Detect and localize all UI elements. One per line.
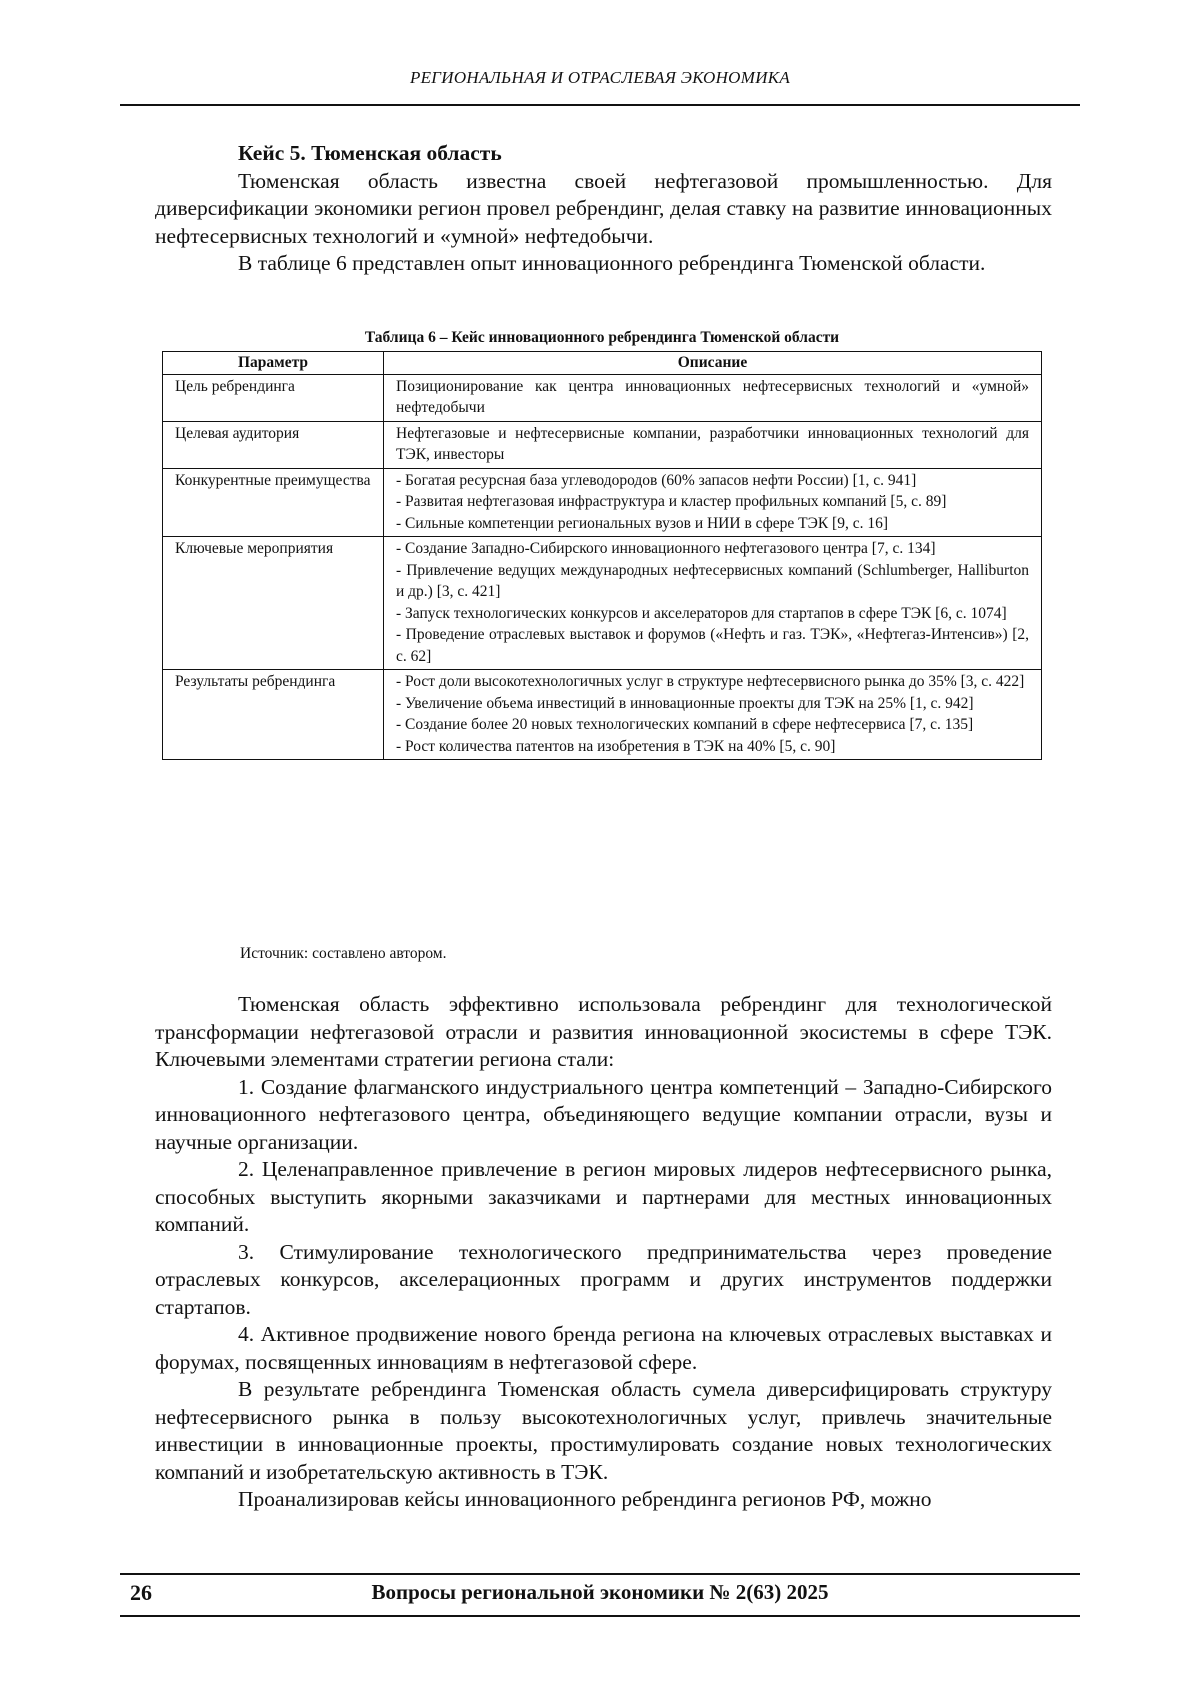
list-item: 4. Активное продвижение нового бренда региона на ключевых отраслевых выставках и форумах, посвященных инновациям в нефтегазовой сфере. xyxy=(155,1322,1052,1374)
table-row xyxy=(163,670,1042,760)
param-cell: Целевая аудитория xyxy=(163,421,384,468)
description-line: Нефтегазовые и нефтесервисные компании, разработчики инновационных технологий для ТЭК, инвесторы xyxy=(396,424,1029,463)
description-cell xyxy=(384,670,1042,760)
param-cell: Ключевые мероприятия xyxy=(163,537,384,670)
list-item: 2. Целенаправленное привлечение в регион мировых лидеров нефтесервисного рынка, способных выступить якорными заказчиками и партнерами для местных инновационных компаний. xyxy=(155,1157,1052,1236)
description-line: - Запуск технологических конкурсов и акселераторов для стартапов в сфере ТЭК [6, с. 1074] xyxy=(396,604,1007,622)
intro-paragraph: Тюменская область известна своей нефтегазовой промышленностью. Для диверсификации экономики регион провел ребрендинг, делая ставку на развитие инновационных нефтесервисных технологий и «умной» нефтедобычи. xyxy=(155,168,1052,248)
description-line: - Богатая ресурсная база углеводородов (60% запасов нефти России) [1, с. 941] xyxy=(396,471,917,489)
description-line: Позиционирование как центра инновационных нефтесервисных технологий и «умной» нефтедобычи xyxy=(396,377,1029,416)
description-line: - Проведение отраслевых выставок и форумов («Нефть и газ. ТЭК», «Нефтегаз-Интенсив») [2, с. 62] xyxy=(396,626,1029,665)
footer-rule-top xyxy=(120,1573,1080,1575)
closing-paragraph: Проанализировав кейсы инновационного ребрендинга регионов РФ, можно xyxy=(238,1487,932,1511)
description-line: - Создание более 20 новых технологических компаний в сфере нефтесервиса [7, с. 135] xyxy=(396,716,974,733)
conclusion-lead: Тюменская область эффективно использовала ребрендинг для технологической трансформации нефтегазовой отрасли и развития инновационной экосистемы в сфере ТЭК. Ключевыми элементами стратегии региона стали: xyxy=(155,992,1052,1071)
description-cell xyxy=(384,468,1042,537)
description-cell xyxy=(384,537,1042,670)
table-source-note: Источник: составлено автором. xyxy=(240,945,447,962)
description-line: - Развитая нефтегазовая инфраструктура и кластер профильных компаний [5, с. 89] xyxy=(396,493,947,510)
description-cell xyxy=(384,374,1042,421)
list-item: 3. Стимулирование технологического предпринимательства через проведение отраслевых конкурсов, акселерационных программ и других инструментов поддержки стартапов. xyxy=(155,1239,1052,1319)
case-table xyxy=(162,351,1042,760)
description-line: - Увеличение объема инвестиций в инновационные проекты для ТЭК на 25% [1, с. 942] xyxy=(396,694,974,712)
table-row xyxy=(163,537,1042,670)
param-cell: Цель ребрендинга xyxy=(163,374,384,421)
description-cell xyxy=(384,421,1042,468)
description-line: - Рост доли высокотехнологичных услуг в структуре нефтесервисного рынка до 35% [3, с. 422] xyxy=(396,673,1025,690)
column-header-description: Описание xyxy=(384,352,1042,375)
column-header-param: Параметр xyxy=(163,352,384,375)
intro-section xyxy=(155,140,1052,278)
table-caption: Таблица 6 – Кейс инновационного ребрендинга Тюменской области xyxy=(364,329,840,346)
list-item: 1. Создание флагманского индустриального центра компетенций – Западно-Сибирского инновационного нефтегазового центра, объединяющего ведущие компании отрасли, вузы и научные организации. xyxy=(155,1074,1052,1154)
header-rule xyxy=(120,104,1080,106)
page-number: 26 xyxy=(130,1580,152,1605)
table-header-row xyxy=(163,352,1042,375)
description-line: - Рост количества патентов на изобретения в ТЭК на 40% [5, с. 90] xyxy=(396,737,836,755)
intro-paragraph: В таблице 6 представлен опыт инновационного ребрендинга Тюменской области. xyxy=(238,251,986,275)
footer-rule-bottom xyxy=(120,1615,1080,1617)
param-cell: Конкурентные преимущества xyxy=(163,468,384,537)
result-paragraph: В результате ребрендинга Тюменская область сумела диверсифицировать структуру нефтесервисного рынка в пользу высокотехнологичных услуг, привлечь значительные инвестиции в инновационные проекты, простимулировать создание новых технологических компаний и изобретательскую активность в ТЭК. xyxy=(155,1377,1052,1484)
running-header: РЕГИОНАЛЬНАЯ И ОТРАСЛЕВАЯ ЭКОНОМИКА xyxy=(409,68,791,87)
description-line: - Привлечение ведущих международных нефтесервисных компаний (Schlumberger, Halliburton и др.) [3, с. 421] xyxy=(396,561,1029,600)
table-row xyxy=(163,468,1042,537)
table-row xyxy=(163,421,1042,468)
case-heading: Кейс 5. Тюменская область xyxy=(238,141,502,165)
journal-title: Вопросы региональной экономики № 2(63) 2025 xyxy=(371,1580,829,1604)
conclusion-section xyxy=(155,991,1052,1514)
param-cell: Результаты ребрендинга xyxy=(163,670,384,760)
description-line: - Создание Западно-Сибирского инновационного нефтегазового центра [7, с. 134] xyxy=(396,540,936,557)
description-line: - Сильные компетенции региональных вузов и НИИ в сфере ТЭК [9, с. 16] xyxy=(396,514,889,532)
table-row xyxy=(163,374,1042,421)
